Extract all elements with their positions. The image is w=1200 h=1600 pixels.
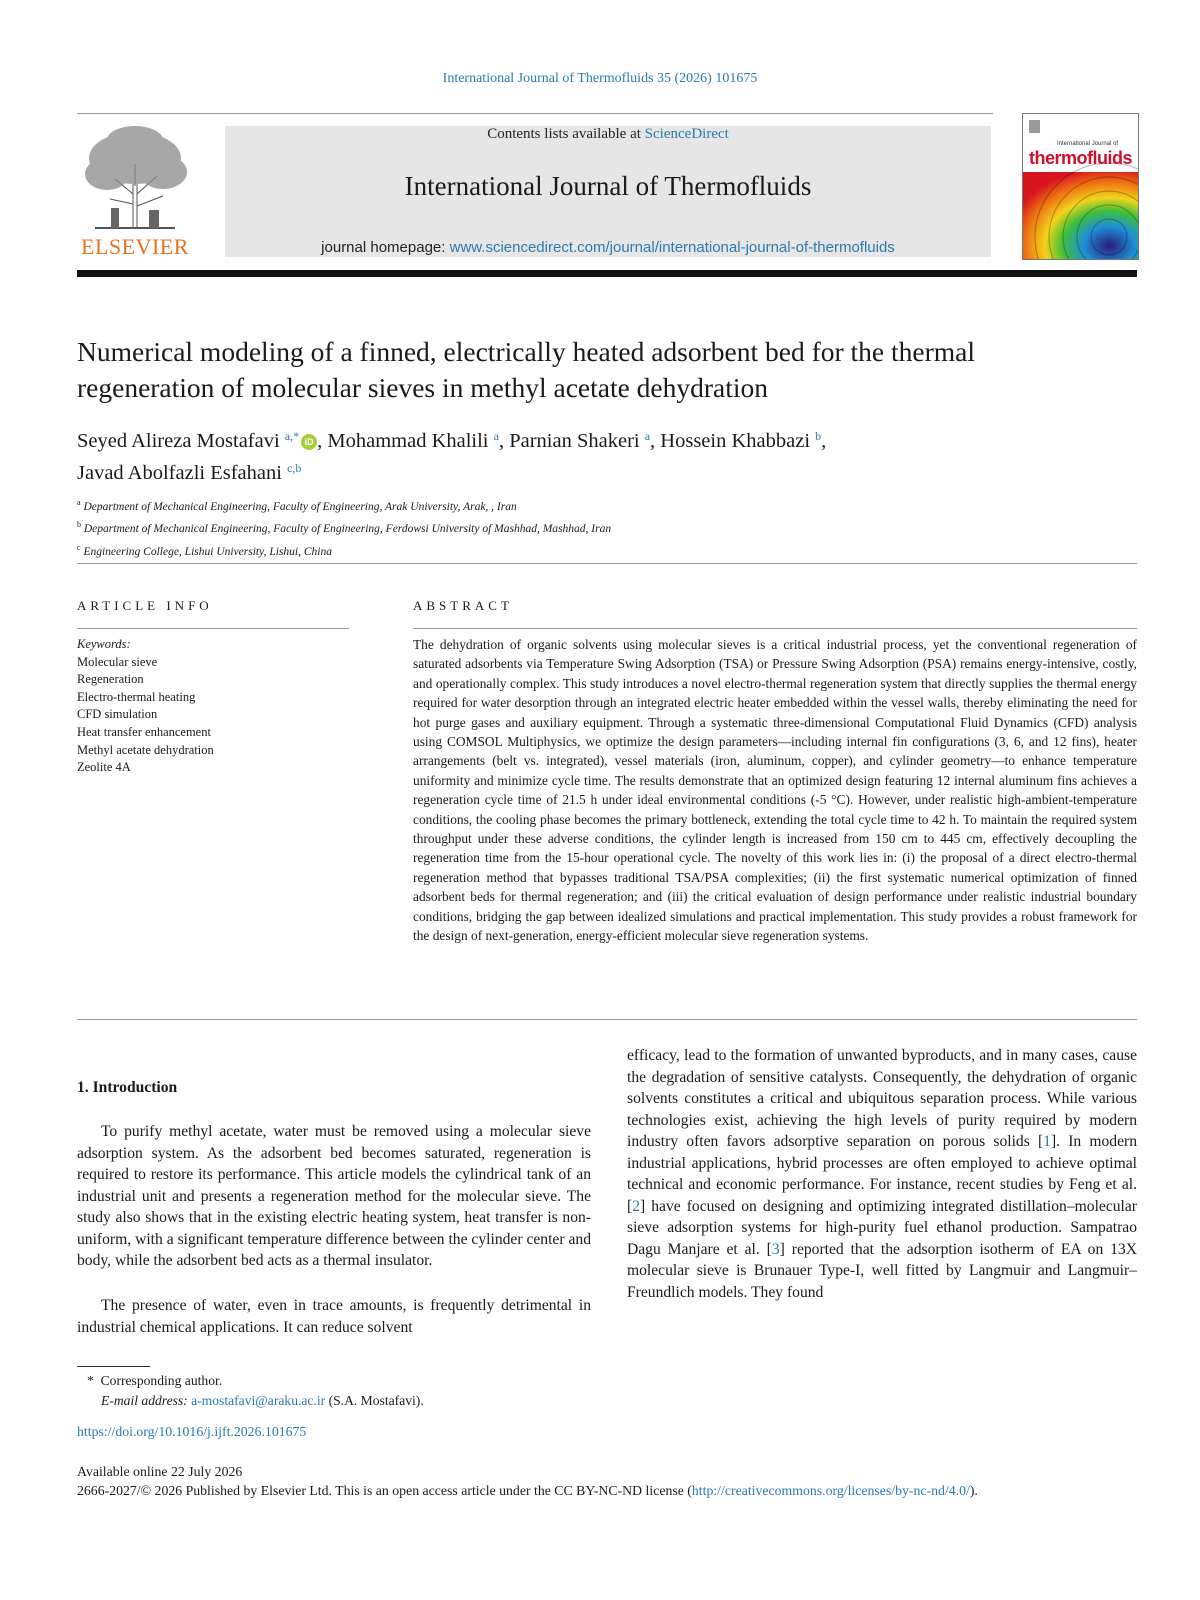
keyword-item: Heat transfer enhancement: [77, 724, 211, 739]
body-paragraph-right: efficacy, lead to the formation of unwanted byproducts, and in many cases, cause the degradation of sensitive catalysts. Consequently, the dehydration of organic solvents constitutes a critical and ubiquitous separation process. While various technologies exist, achieving the high levels of purity required by modern industry often favors adsorptive separation on porous solids [1]. In modern industrial applications, hybrid processes are often employed to achieve optimal technical and economic performance. For instance, recent studies by Feng et al. [2] have focused on designing and optimizing integrated distillation–molecular sieve adsorption systems for high-purity fuel ethanol production. Sampatrao Dagu Manjare et al. [3] reported that the adsorption isotherm of EA on 13X molecular sieve is Brunauer Type-I, well fitted by Langmuir and Langmuir–Freundlich models. They found: [627, 1047, 1138, 1301]
author-affil-mark[interactable]: a,*: [284, 429, 300, 443]
affiliation-item: $^b$ Department of Mechanical Engineering, Faculty of Engineering, Ferdowsi University of Mashhad, Mashhad, Iran: [77, 520, 612, 536]
email-owner: (S.A. Mostafavi).: [328, 1392, 424, 1408]
elsevier-tree-icon: [75, 124, 195, 232]
citation-link[interactable]: 1: [1043, 1133, 1051, 1150]
journal-reference[interactable]: International Journal of Thermofluids 35 (2026) 101675: [442, 71, 758, 86]
corresponding-line: * Corresponding author.: [87, 1373, 223, 1388]
affiliations: [77, 494, 1077, 561]
section-divider: [77, 563, 1137, 564]
author-affil-mark[interactable]: a: [493, 429, 499, 443]
sciencedirect-link[interactable]: ScienceDirect: [644, 126, 729, 142]
introduction-heading: 1. Introduction: [77, 1079, 178, 1096]
header-thick-divider: [77, 270, 1137, 277]
abstract-bottom-divider: [77, 1019, 1137, 1020]
keyword-item: Regeneration: [77, 672, 144, 687]
affiliation-item: $^a$ Department of Mechanical Engineering, Faculty of Engineering, Arak University, Arak, , Iran: [77, 498, 517, 513]
homepage-prefix: journal homepage:: [321, 239, 450, 256]
email-link[interactable]: a-mostafavi@araku.ac.ir: [191, 1392, 326, 1408]
author-name[interactable]: Seyed Alireza Mostafavi: [77, 430, 280, 452]
keyword-item: CFD simulation: [77, 707, 158, 722]
body-paragraph: The presence of water, even in trace amounts, is frequently detrimental in industrial chemical applications. It can reduce solvent: [77, 1297, 591, 1336]
keyword-item: Methyl acetate dehydration: [77, 742, 214, 757]
abstract-rule: [413, 628, 1137, 629]
license-statement: 2666-2027/© 2026 Published by Elsevier Ltd. This is an open access article under the CC BY-NC-ND license (http://creativecommons.org/licenses/by-nc-nd/4.0/).: [77, 1483, 978, 1498]
author-name[interactable]: Mohammad Khalili: [327, 430, 489, 452]
author-name[interactable]: Hossein Khabbazi: [660, 430, 811, 452]
article-info-heading: ARTICLE INFO: [77, 598, 213, 613]
doi-link[interactable]: https://doi.org/10.1016/j.ijft.2026.101675: [77, 1424, 307, 1439]
keyword-item: Zeolite 4A: [77, 760, 131, 775]
journal-cover-image: [1022, 113, 1139, 260]
email-label: E-mail address:: [101, 1392, 188, 1408]
cover-title: thermofluids: [1028, 148, 1132, 168]
author-name[interactable]: Parnian Shakeri: [509, 430, 640, 452]
journal-name: International Journal of Thermofluids: [404, 171, 812, 201]
keyword-item: Molecular sieve: [77, 654, 158, 669]
top-divider: [77, 113, 993, 114]
author-affil-mark[interactable]: c,b: [287, 461, 302, 475]
cover-art: [1023, 114, 1138, 259]
body-paragraph: To purify methyl acetate, water must be removed using a molecular sieve adsorption system. As the adsorbent bed becomes saturated, regeneration is required to restore its performance. This article models the cylindrical tank of an industrial unit and presents a regeneration method for the molecular sieve. The study also shows that in the existing electric heating system, heat transfer is non-uniform, with a significant temperature difference between the cylinder center and body, while the adsorbent bed acts as a thermal insulator.: [77, 1123, 591, 1269]
journal-homepage-line: [225, 239, 991, 256]
elsevier-wordmark: ELSEVIER: [81, 234, 189, 259]
citation-link[interactable]: 2: [632, 1197, 640, 1215]
contents-available-line: [225, 126, 991, 143]
affiliation-item: $^c$ Engineering College, Lishui University, Lishui, China: [77, 542, 332, 558]
abstract-heading: ABSTRACT: [413, 598, 513, 613]
author-affil-mark[interactable]: b: [815, 429, 822, 443]
author-list: Seyed Alireza Mostafavi $^{a,*}$ iD , Mohammad Khalili $^a$, Parnian Shakeri $^a$, Hossein Khabbazi $^b$, Javad Abolfazli Esfahani $^{c,b}$: [77, 429, 827, 484]
email-line: [87, 1391, 687, 1411]
corresponding-footnote: [87, 1371, 687, 1410]
license-link[interactable]: http://creativecommons.org/licenses/by-nc-nd/4.0/: [691, 1483, 970, 1498]
elsevier-logo: [75, 124, 195, 260]
orcid-icon[interactable]: iD: [301, 434, 317, 450]
article-info-rule: [77, 628, 349, 629]
article-title: Numerical modeling of a finned, electrically heated adsorbent bed for the thermal regeneration of molecular sieves in methyl acetate dehydration: [77, 336, 975, 403]
author-name[interactable]: Javad Abolfazli Esfahani: [77, 462, 282, 484]
contents-prefix: Contents lists available at: [487, 126, 645, 142]
available-online-date: Available online 22 July 2026: [77, 1464, 243, 1479]
keywords-label: Keywords:: [77, 637, 131, 651]
keywords-list: [77, 636, 349, 777]
author-affil-mark[interactable]: a: [644, 429, 651, 443]
cover-subtitle: International Journal of: [1057, 141, 1119, 147]
homepage-link[interactable]: www.sciencedirect.com/journal/international-journal-of-thermofluids: [449, 239, 895, 256]
abstract-text: The dehydration of organic solvents using molecular sieves is a critical industrial process, yet the conventional regeneration of saturated adsorbents via Temperature Swing Adsorption (TSA) or Pressure Swing Adsorption (PSA) remains energy-intensive, costly, and operationally complex. This study introduces a novel electro-thermal regeneration system that directly supplies the thermal energy required for water desorption through an integrated electric heater embedded within the vessel walls, thereby eliminating the need for hot purge gases and auxiliary equipment. Through a systematic three-dimensional Computational Fluid Dynamics (CFD) analysis using COMSOL Multiphysics, we optimize the design parameters—including internal fin configurations (3, 6, and 12 fins), heater arrangements (belt vs. integrated), vessel materials (iron, aluminum, copper), and cylinder geometry—to enhance temperature uniformity and minimize cycle time. The results demonstrate that an optimized design featuring 12 internal aluminum fins achieves a regeneration cycle time of 21.5 h under ideal environmental conditions (-5 °C). However, under realistic high-ambient-temperature conditions, the cooling phase becomes the primary bottleneck, extending the total cycle time to 42 h. To maintain the required system throughput under these adverse conditions, the cylinder length is increased from 150 cm to 445 cm, effectively decoupling the regeneration time from the 15-hour operational cycle. The novelty of this work lies in: (i) the proposal of a direct electro-thermal regeneration method that bypasses traditional TSA/PSA complexities; (ii) the first systematic numerical optimization of finned adsorbent beds for thermal regeneration; and (iii) the critical evaluation of design performance under realistic industrial boundary conditions, bridging the gap between idealized simulations and practical implementation. This study provides a robust framework for the design of next-generation, energy-efficient molecular sieve regeneration systems.: [413, 637, 1137, 944]
footnote-rule: [77, 1366, 150, 1367]
keyword-item: Electro-thermal heating: [77, 689, 196, 704]
citation-link[interactable]: 3: [771, 1240, 780, 1258]
